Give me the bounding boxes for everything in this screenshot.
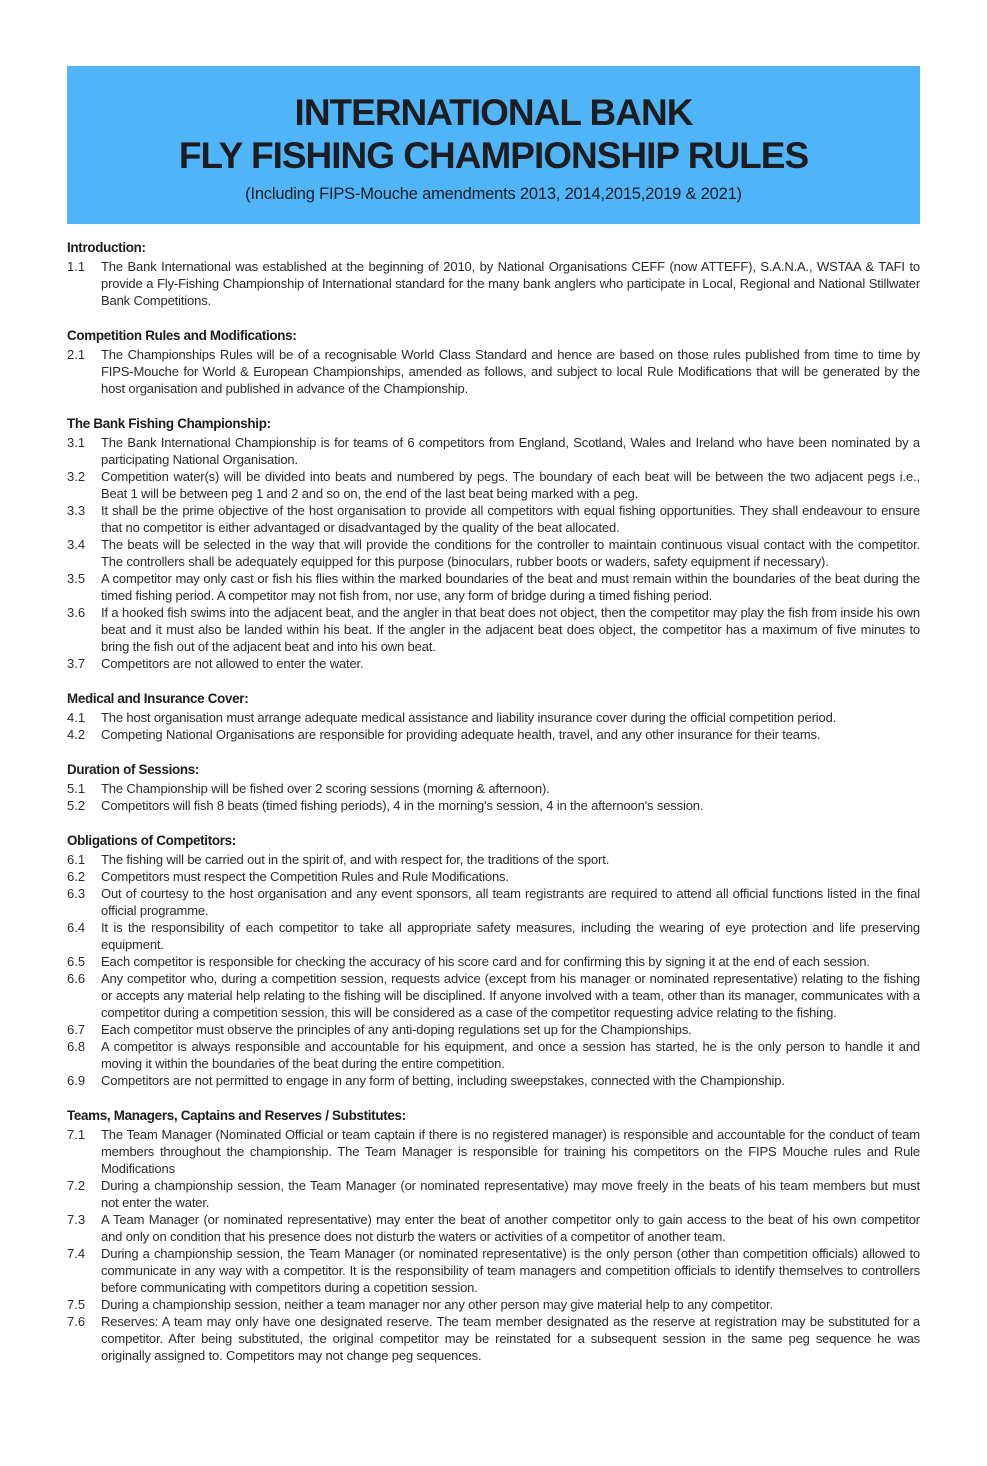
title-banner — [67, 66, 920, 224]
rule-text: During a championship session, neither a team manager nor any other person may give material help to any competitor. — [101, 1296, 773, 1312]
rule-number: 7.2 — [67, 1177, 86, 1193]
rule-section — [67, 761, 920, 814]
rule-section — [67, 415, 920, 672]
rule-item — [67, 1245, 920, 1296]
rule-number: 7.5 — [67, 1296, 86, 1312]
rule-number: 3.6 — [67, 604, 86, 620]
rule-text: During a championship session, the Team Manager (or nominated representative) is the only person (other than competition officials) allowed to communicate in any way with a competitor. It is the responsibility of team managers and competition officials to identify themselves to controllers before communicating with competitors during a copetition session. — [101, 1245, 920, 1295]
rule-number: 6.2 — [67, 868, 86, 884]
rule-item — [67, 1177, 920, 1211]
rule-number: 6.8 — [67, 1038, 86, 1054]
document-title-line-2: FLY FISHING CHAMPIONSHIP RULES — [178, 135, 809, 177]
rule-text: The Championship will be fished over 2 scoring sessions (morning & afternoon). — [101, 780, 550, 796]
rule-item — [67, 953, 920, 970]
rule-text: It shall be the prime objective of the host organisation to provide all competitors with equal fishing opportunities. They shall endeavour to ensure that no competitor is either advantaged or disadvantaged by the quality of the beat allocated. — [101, 502, 920, 535]
rule-number: 1.1 — [67, 258, 86, 274]
rules-content — [67, 239, 920, 1364]
rule-text: The beats will be selected in the way that will provide the conditions for the controller to maintain continuous visual contact with the competitor. The controllers shall be adequately equipped for this purpose (binoculars, rubber boots or waders, safety equipment if necessary). — [101, 536, 920, 569]
rule-item — [67, 258, 920, 309]
rule-text: If a hooked fish swims into the adjacent beat, and the angler in that beat does not object, then the competitor may play the fish from inside his own beat and it must also be landed within his beat. If the angler in the adjacent beat does object, the competitor has a maximum of five minutes to bring the fish out of the adjacent beat and into his own beat. — [101, 604, 920, 654]
rule-item — [67, 604, 920, 655]
rule-number: 3.4 — [67, 536, 86, 552]
rule-text: Reserves: A team may only have one designated reserve. The team member designated as the reserve at registration may be substituted for a competitor. After being substituted, the original competitor may be reinstated for a subsequent session in the same peg sequence he was originally assigned to. Competitors may not change peg sequences. — [101, 1313, 920, 1363]
rule-section — [67, 832, 920, 1089]
rule-number: 5.2 — [67, 797, 86, 813]
rule-item — [67, 434, 920, 468]
rule-section — [67, 1107, 920, 1364]
rule-item — [67, 726, 920, 743]
rule-item — [67, 885, 920, 919]
rule-number: 7.1 — [67, 1126, 86, 1142]
rule-item — [67, 1072, 920, 1089]
rule-number: 2.1 — [67, 346, 86, 362]
rule-text: The host organisation must arrange adequate medical assistance and liability insurance cover during the official competition period. — [101, 709, 837, 725]
rule-number: 6.5 — [67, 953, 86, 969]
rule-item — [67, 709, 920, 726]
rule-section — [67, 327, 920, 397]
rule-item — [67, 851, 920, 868]
rule-item — [67, 1038, 920, 1072]
rule-text: It is the responsibility of each competitor to take all appropriate safety measures, including the wearing of eye protection and life preserving equipment. — [101, 919, 920, 952]
section-heading: Medical and Insurance Cover: — [67, 690, 249, 706]
rule-item — [67, 1126, 920, 1177]
rule-text: Competing National Organisations are responsible for providing adequate health, travel, and any other insurance for their teams. — [101, 726, 821, 742]
rule-text: Competitors must respect the Competition Rules and Rule Modifications. — [101, 868, 509, 884]
rule-item — [67, 1296, 920, 1313]
rule-text: Each competitor is responsible for checking the accuracy of his score card and for confirming this by signing it at the end of each session. — [101, 953, 870, 969]
rule-item — [67, 502, 920, 536]
section-heading: Duration of Sessions: — [67, 761, 200, 777]
rule-text: The Team Manager (Nominated Official or team captain if there is no registered manager) is responsible and accountable for the conduct of team members throughout the championship. The Team Manager is responsible for training his competitors on the FIPS Mouche rules and Rule Modifications — [101, 1126, 920, 1176]
rule-item — [67, 919, 920, 953]
rule-number: 7.6 — [67, 1313, 86, 1329]
document-page — [0, 66, 987, 1466]
document-subtitle: (Including FIPS-Mouche amendments 2013, 2014,2015,2019 & 2021) — [245, 184, 742, 203]
rule-number: 5.1 — [67, 780, 86, 796]
rule-text: Out of courtesy to the host organisation and any event sponsors, all team registrants are required to attend all official functions listed in the final official programme. — [101, 885, 920, 918]
rule-item — [67, 346, 920, 397]
rule-number: 3.1 — [67, 434, 86, 450]
rule-text: During a championship session, the Team Manager (or nominated representative) may move freely in the beats of his team members but must not enter the water. — [101, 1177, 920, 1210]
rule-item — [67, 536, 920, 570]
rule-item — [67, 655, 920, 672]
rule-item — [67, 1211, 920, 1245]
rule-number: 3.3 — [67, 502, 86, 518]
rule-number: 7.4 — [67, 1245, 86, 1261]
rule-item — [67, 868, 920, 885]
rule-text: The Bank International was established at the beginning of 2010, by National Organisations CEFF (now ATTEFF), S.A.N.A., WSTAA & TAFI to provide a Fly-Fishing Championship of International standard for the many bank anglers who participate in Local, Regional and National Stillwater Bank Competitions. — [101, 258, 920, 308]
rule-number: 7.3 — [67, 1211, 86, 1227]
rule-section — [67, 239, 920, 309]
section-heading: Obligations of Competitors: — [67, 832, 236, 848]
rule-text: The Bank International Championship is for teams of 6 competitors from England, Scotland, Wales and Ireland who have been nominated by a participating National Organisation. — [101, 434, 920, 467]
rule-text: The Championships Rules will be of a recognisable World Class Standard and hence are based on those rules published from time to time by FIPS-Mouche for World & European Championships, amended as follows, and subject to local Rule Modifications that will be generated by the host organisation and published in advance of the Championship. — [101, 346, 920, 396]
rule-number: 6.1 — [67, 851, 86, 867]
rule-number: 6.9 — [67, 1072, 86, 1088]
rule-text: Any competitor who, during a competition session, requests advice (except from his manager or nominated representative) relating to the fishing or accepts any material help relating to the fishing will be disciplined. If anyone involved with a team, other than its manager, communicates with a competitor during a competition session, this will be considered as a case of the competitor requesting advice relating to the fishing. — [101, 970, 920, 1020]
rule-number: 6.3 — [67, 885, 86, 901]
rule-text: A Team Manager (or nominated representative) may enter the beat of another competitor only to gain access to the beat of his own competitor and only on condition that his presence does not disturb the waters or activities of a competitor of another team. — [101, 1211, 920, 1244]
rule-number: 6.7 — [67, 1021, 86, 1037]
rule-item — [67, 780, 920, 797]
section-heading: The Bank Fishing Championship: — [67, 415, 271, 431]
section-heading: Competition Rules and Modifications: — [67, 327, 297, 343]
rule-text: Competitors are not permitted to engage in any form of betting, including sweepstakes, connected with the Championship. — [101, 1072, 785, 1088]
rule-item — [67, 1021, 920, 1038]
rule-item — [67, 970, 920, 1021]
rule-section — [67, 690, 920, 743]
rule-item — [67, 1313, 920, 1364]
rule-text: The fishing will be carried out in the spirit of, and with respect for, the traditions of the sport. — [101, 851, 610, 867]
rule-number: 3.5 — [67, 570, 86, 586]
document-title-line-1: INTERNATIONAL BANK — [294, 92, 693, 133]
rule-item — [67, 797, 920, 814]
rule-item — [67, 570, 920, 604]
rule-text: Competitors will fish 8 beats (timed fishing periods), 4 in the morning's session, 4 in the afternoon's session. — [101, 797, 704, 813]
rule-item — [67, 468, 920, 502]
rule-number: 6.4 — [67, 919, 86, 935]
rule-text: Competitors are not allowed to enter the water. — [101, 655, 364, 671]
section-heading: Introduction: — [67, 239, 146, 255]
rule-number: 4.1 — [67, 709, 86, 725]
rule-number: 6.6 — [67, 970, 86, 986]
rule-number: 4.2 — [67, 726, 86, 742]
rule-number: 3.2 — [67, 468, 86, 484]
rule-number: 3.7 — [67, 655, 86, 671]
rule-text: A competitor may only cast or fish his flies within the marked boundaries of the beat and must remain within the boundaries of the beat during the timed fishing period. A competitor may not fish from, nor use, any form of bridge during a timed fishing period. — [101, 570, 920, 603]
rule-text: Competition water(s) will be divided into beats and numbered by pegs. The boundary of each beat will be between the two adjacent pegs i.e., Beat 1 will be between peg 1 and 2 and so on, the end of the last beat being marked with a peg. — [101, 468, 920, 501]
section-heading: Teams, Managers, Captains and Reserves / Substitutes: — [67, 1107, 406, 1123]
rule-text: A competitor is always responsible and accountable for his equipment, and once a session has started, he is the only person to handle it and moving it within the boundaries of the beat during the entire competition. — [101, 1038, 920, 1071]
rule-text: Each competitor must observe the principles of any anti-doping regulations set up for the Championships. — [101, 1021, 692, 1037]
